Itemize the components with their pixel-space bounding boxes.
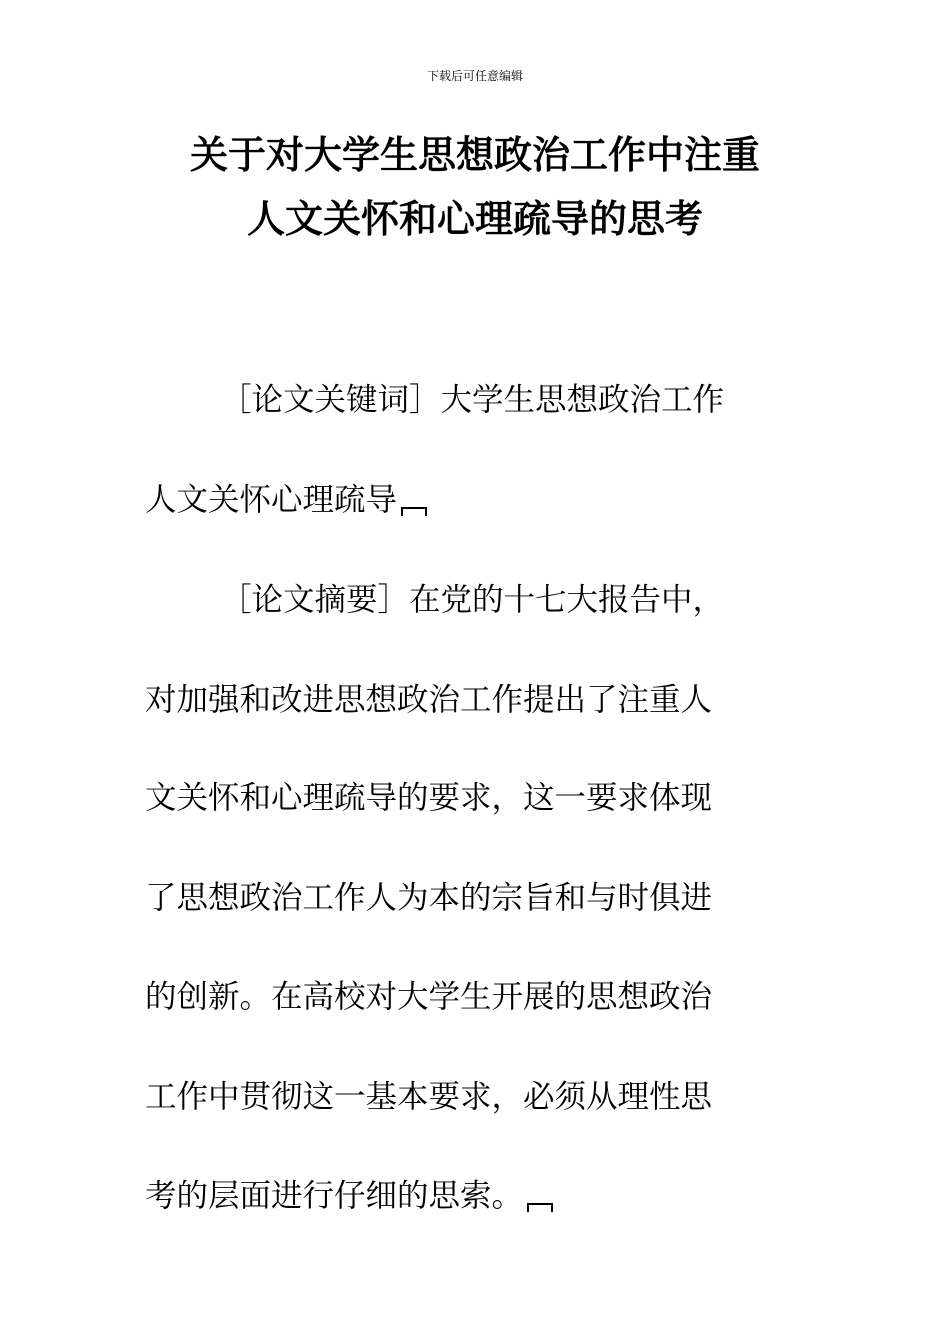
keywords-line-1: ［论文关键词］大学生思想政治工作 [220, 382, 725, 418]
document-title [100, 128, 850, 246]
paragraph-mark-icon [401, 507, 427, 516]
keywords-text: 人文关怀心理疏导 [145, 482, 398, 518]
abstract-line-5: 的创新。在高校对大学生开展的思想政治 [145, 979, 713, 1015]
abstract-line-6: 工作中贯彻这一基本要求，必须从理性思 [145, 1079, 713, 1115]
abstract-line-7 [145, 1176, 553, 1216]
abstract-line-1: ［论文摘要］在党的十七大报告中， [220, 582, 725, 618]
abstract-last-text: 考的层面进行仔细的思索。 [145, 1178, 524, 1214]
download-note: 下载后可任意编辑 [426, 69, 523, 83]
title-line-2: 人文关怀和心理疏导的思考 [246, 197, 703, 241]
abstract-line-3: 文关怀和心理疏导的要求，这一要求体现 [145, 780, 713, 816]
title-line-1: 关于对大学生思想政治工作中注重 [189, 133, 760, 177]
abstract-line-4: 了思想政治工作人为本的宗旨和与时俱进 [145, 880, 713, 916]
paragraph-mark-icon [527, 1203, 553, 1212]
keywords-line-2 [145, 480, 427, 520]
abstract-line-2: 对加强和改进思想政治工作提出了注重人 [145, 682, 713, 718]
